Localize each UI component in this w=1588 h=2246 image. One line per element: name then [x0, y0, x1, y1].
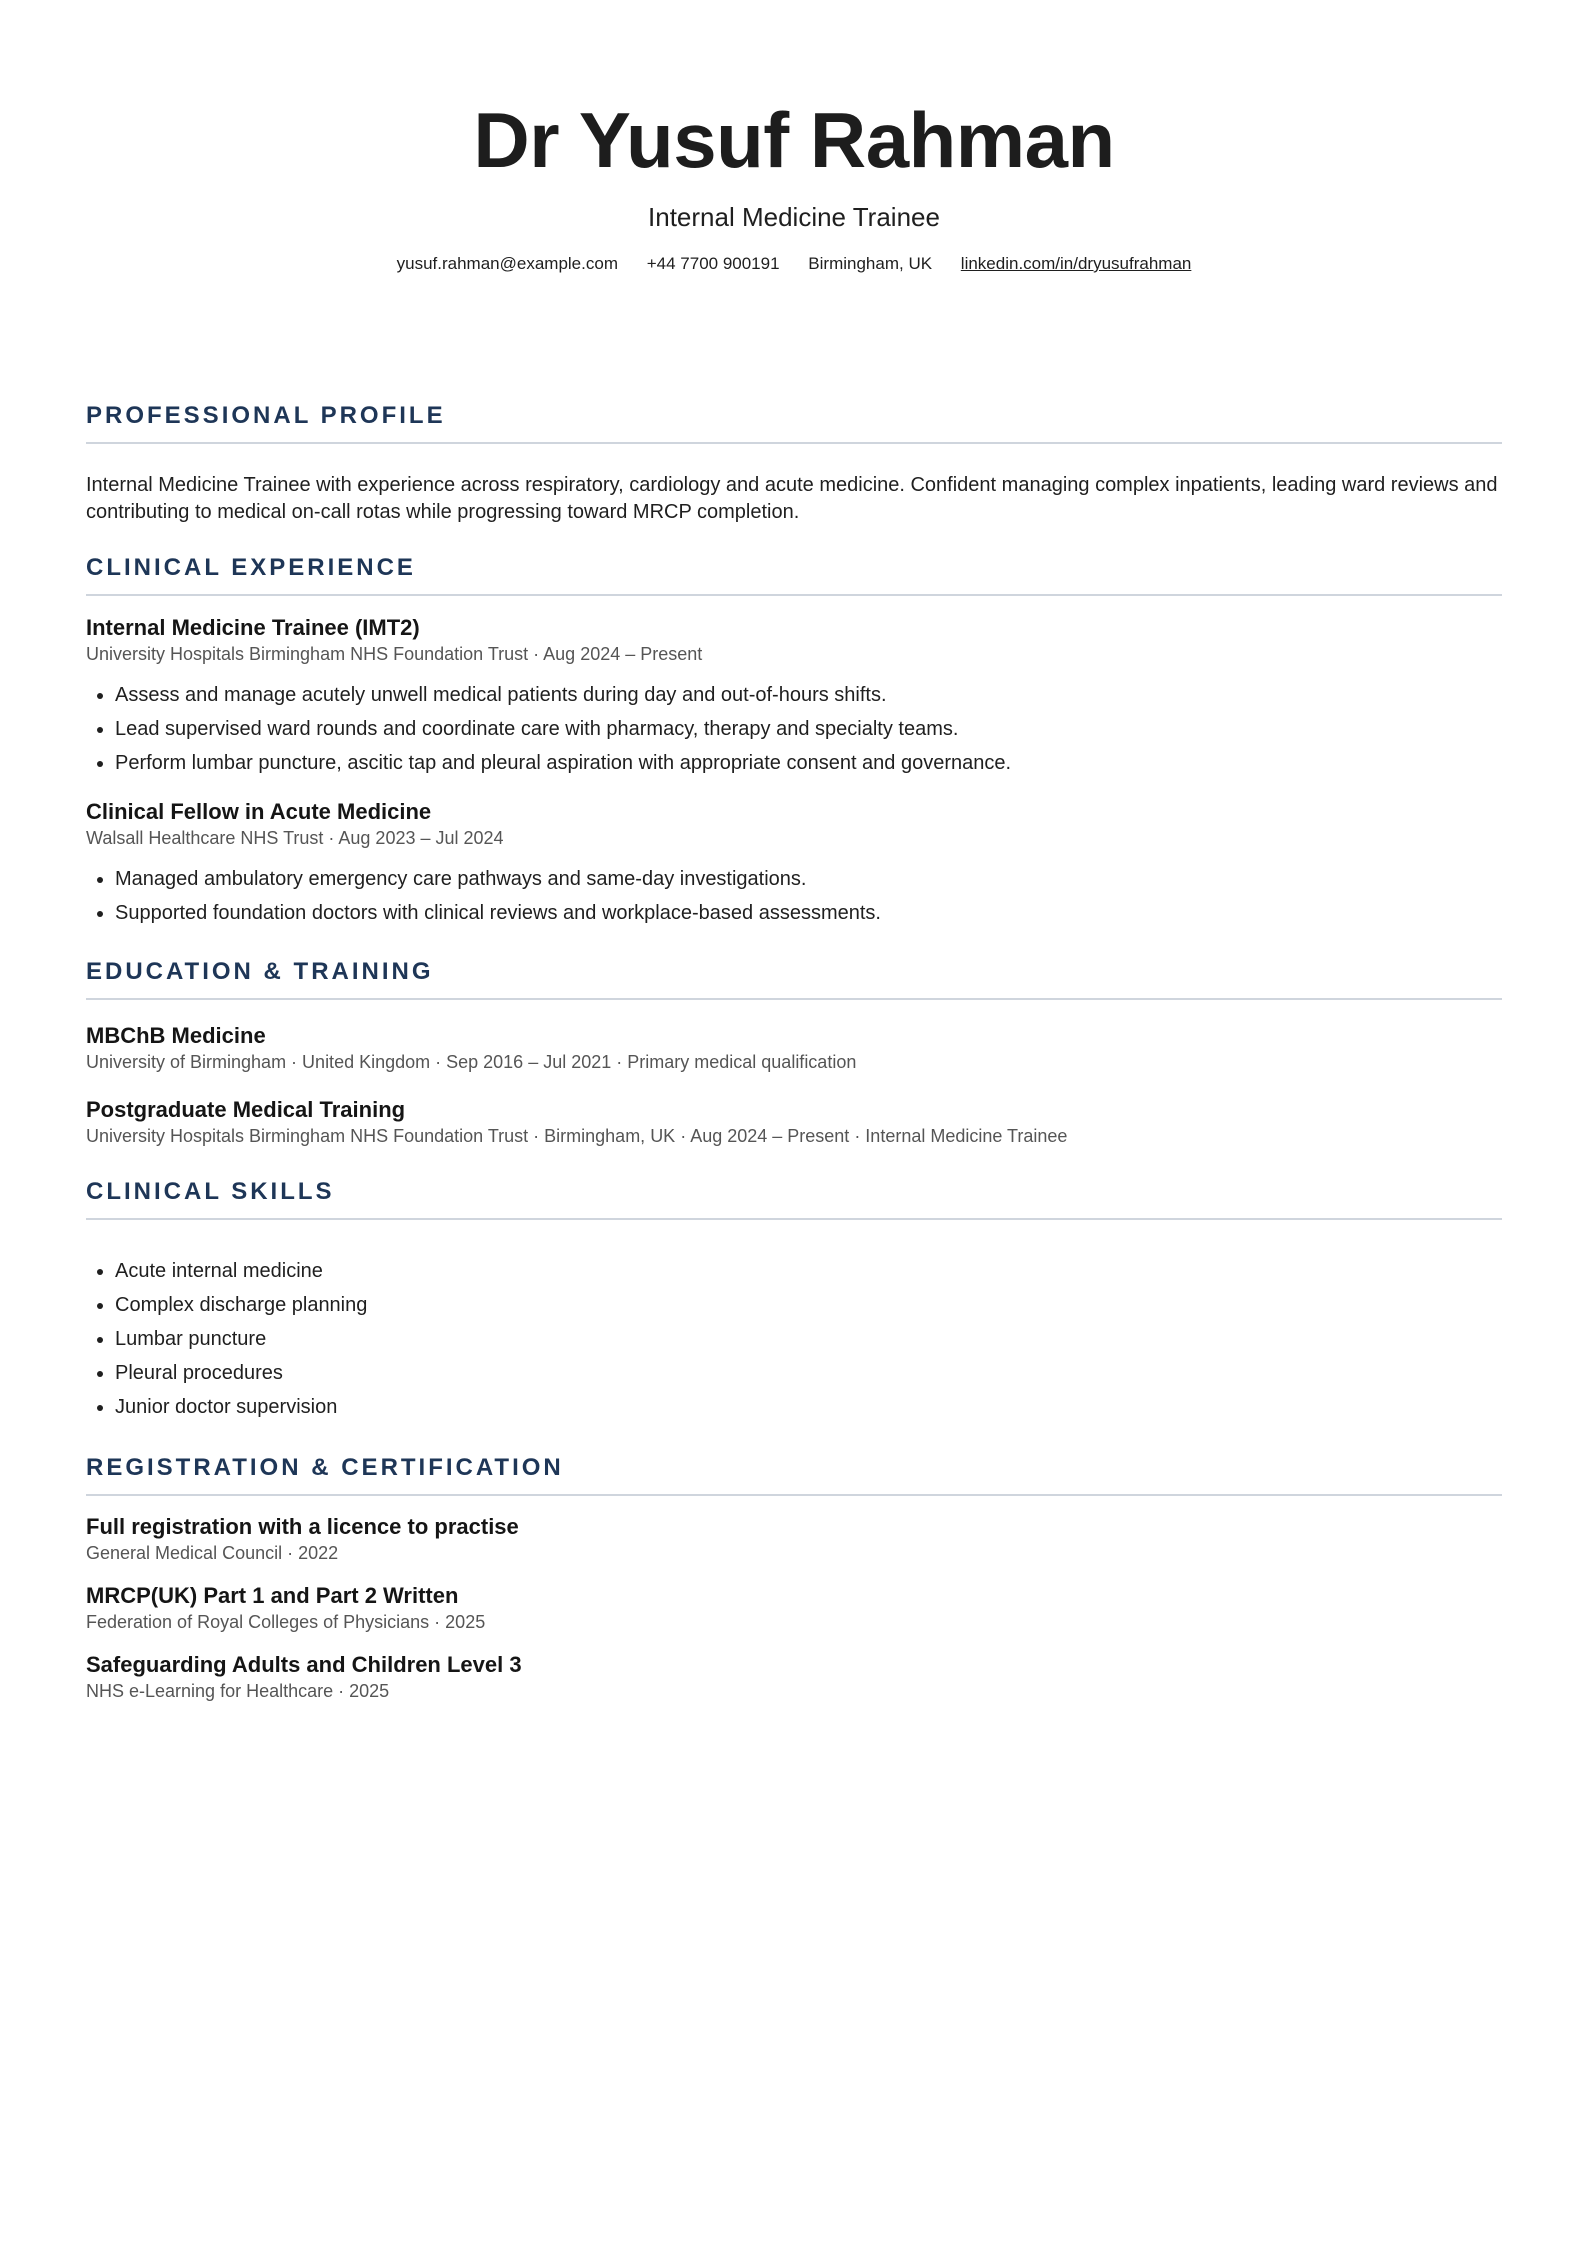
section-heading-education: EDUCATION & TRAINING	[86, 956, 1502, 1000]
education-title: MBChB Medicine	[86, 1023, 266, 1048]
job-meta: Walsall Healthcare NHS Trust · Aug 2023 – Jul 2024	[86, 828, 504, 848]
resume-content	[86, 400, 1502, 1703]
job-bullet: • Assess and manage acutely unwell medical patients during day and out-of-hours shifts.	[115, 678, 1502, 712]
certification-entry	[86, 1513, 1502, 1565]
skill-item: • Lumbar puncture	[115, 1322, 1502, 1356]
skills-list	[86, 1254, 1502, 1424]
job-title: Internal Medicine Trainee (IMT2)	[86, 615, 420, 640]
linkedin-link[interactable]: linkedin.com/in/dryusufrahman	[960, 254, 1192, 273]
skill-item: • Pleural procedures	[115, 1356, 1502, 1390]
job-bullet: • Lead supervised ward rounds and coordinate care with pharmacy, therapy and specialty teams.	[115, 712, 1502, 746]
job-bullet: • Managed ambulatory emergency care pathways and same-day investigations.	[115, 862, 1502, 896]
education-title: Postgraduate Medical Training	[86, 1097, 406, 1122]
certification-meta: NHS e-Learning for Healthcare · 2025	[86, 1681, 390, 1701]
certification-meta: Federation of Royal Colleges of Physicians · 2025	[86, 1612, 486, 1632]
profile-text: Internal Medicine Trainee with experience across respiratory, cardiology and acute medicine. Confident managing complex inpatients, leading ward reviews and contributing to medical on-call rotas while progressing toward MRCP completion.	[86, 474, 1498, 523]
certification-entry	[86, 1582, 1502, 1634]
skill-item: • Complex discharge planning	[115, 1288, 1502, 1322]
job-bullet: • Supported foundation doctors with clinical reviews and workplace-based assessments.	[115, 896, 1502, 930]
candidate-title: Internal Medicine Trainee	[648, 202, 940, 232]
contact-phone[interactable]: +44 7700 900191	[646, 254, 780, 273]
section-heading-profile: PROFESSIONAL PROFILE	[86, 400, 1502, 444]
skill-item: • Acute internal medicine	[115, 1254, 1502, 1288]
contact-line	[0, 252, 1588, 276]
skill-item: • Junior doctor supervision	[115, 1390, 1502, 1424]
skills-section	[86, 1176, 1502, 1424]
education-meta: University of Birmingham · United Kingdom · Sep 2016 – Jul 2021 · Primary medical qualification	[86, 1052, 857, 1072]
contact-email[interactable]: yusuf.rahman@example.com	[396, 254, 618, 273]
experience-entry	[86, 614, 1502, 780]
candidate-name: Dr Yusuf Rahman	[473, 96, 1115, 184]
certification-meta: General Medical Council · 2022	[86, 1543, 339, 1563]
section-heading-certification: REGISTRATION & CERTIFICATION	[86, 1452, 1502, 1496]
education-entry	[86, 1096, 1502, 1148]
profile-section	[86, 400, 1502, 526]
certification-title: MRCP(UK) Part 1 and Part 2 Written	[86, 1583, 459, 1608]
section-heading-skills: CLINICAL SKILLS	[86, 1176, 1502, 1220]
section-heading-experience: CLINICAL EXPERIENCE	[86, 552, 1502, 596]
education-section	[86, 956, 1502, 1148]
job-bullet: • Perform lumbar puncture, ascitic tap and pleural aspiration with appropriate consent and governance.	[115, 746, 1502, 780]
certification-title: Full registration with a licence to practise	[86, 1514, 519, 1539]
job-bullets	[86, 862, 1502, 930]
experience-entry	[86, 798, 1502, 930]
certification-entry	[86, 1651, 1502, 1703]
certification-section	[86, 1452, 1502, 1703]
job-bullets	[86, 678, 1502, 780]
certification-title: Safeguarding Adults and Children Level 3	[86, 1652, 522, 1677]
education-entry	[86, 1022, 1502, 1074]
contact-location: Birmingham, UK	[808, 254, 933, 273]
job-meta: University Hospitals Birmingham NHS Foundation Trust · Aug 2024 – Present	[86, 644, 703, 664]
experience-section	[86, 552, 1502, 930]
job-title: Clinical Fellow in Acute Medicine	[86, 799, 432, 824]
resume-header	[0, 88, 1588, 276]
education-meta: University Hospitals Birmingham NHS Foundation Trust · Birmingham, UK · Aug 2024 – Present · Internal Medicine Trainee	[86, 1126, 1068, 1146]
